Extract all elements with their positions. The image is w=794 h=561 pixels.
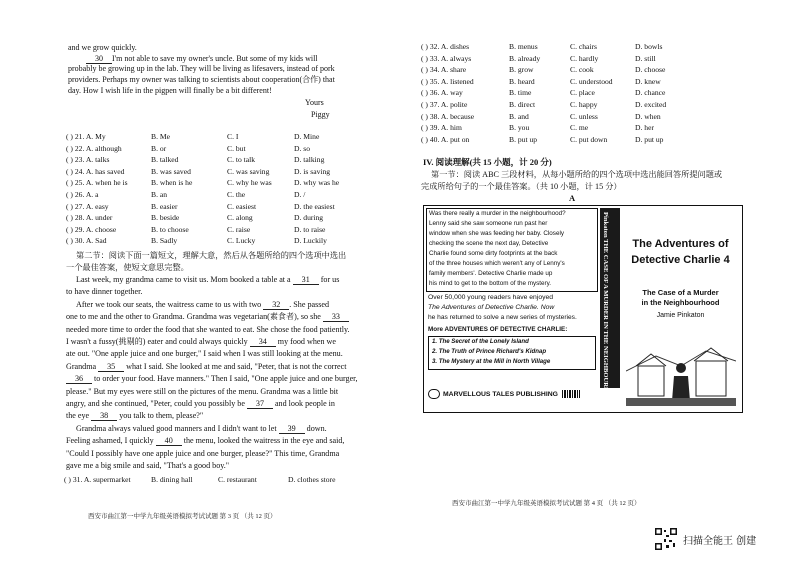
passage-line [76,275,339,285]
question-number: ( ) 24. A. has saved [66,166,125,176]
option-c: C. understood [570,76,613,86]
option-d: D. knew [635,76,661,86]
option-d: D. Mine [294,132,320,141]
passage-text: my food when we [275,337,336,346]
option-d: D. the easiest [294,201,335,211]
question-number: ( ) 21. A. My [66,132,106,141]
section-title: IV. 阅读理解(共 15 小题，计 20 分) [423,157,552,167]
passage-text: Last week, my grandma came to visit us. Mom booked a table at a [76,275,293,284]
passage-text: . She passed [289,299,330,309]
option-c: C. was saving [227,166,270,176]
passage-line-text: I'm not able to save my owner's uncle. But some of my kids will [112,54,318,63]
passage-line [66,362,347,372]
passage-line: and we grow quickly. [68,43,137,52]
option-d: D. put up [635,134,664,144]
passage-text: to have dinner together. [66,287,143,297]
passage-line [66,461,229,471]
option-b: B. menus [509,42,538,51]
option-c: C. restaurant [218,475,257,484]
blank-30: 30 [86,54,112,64]
more-adventures-list [428,336,596,370]
passage-text: angry, and she continued, "Peter, could you possibly be [66,399,247,408]
option-b: B. Me [151,132,170,141]
option-c: C. Lucky [227,236,256,246]
option-c: C. put down [570,134,608,144]
more-adventures-title: More ADVENTURES OF DETECTIVE CHARLIE: [428,326,568,333]
option-c: C. why he was [227,178,272,188]
option-c: C. easiest [227,201,257,211]
option-b: B. heard [509,76,535,86]
question-number: ( ) 33. A. always [421,53,472,63]
cover-author: Jamie Pinkaton [656,312,705,319]
option-c: C. to talk [227,155,256,165]
passage-text: I wasn't a fussy(挑剔的) eater and could always quickly [66,337,250,346]
question-number: ( ) 36. A. way [421,88,463,98]
publisher-name: MARVELLOUS TALES PUBLISHING [443,390,558,398]
passage-line [66,337,336,347]
section-instruction: 第二节：阅读下面一篇短文，理解大意，然后从各题所给的四个选项中选出 [76,251,347,260]
passage-line: probably be growing up in the lab. They will be living as lifesavers, instead of pork [68,64,335,73]
scanner-watermark: 扫描全能王 创建 [683,536,757,547]
option-b: B. an [151,190,168,199]
option-b: B. and [509,111,529,121]
blank-36: 36 [66,374,92,384]
question-number: ( ) 40. A. put on [421,134,470,144]
book-back-cover [426,208,598,410]
question-number: ( ) 35. A. listened [421,76,474,86]
option-d: D. when [635,111,661,121]
passage-line [76,300,329,310]
blank-37: 37 [247,399,273,409]
page-footer: 西安市曲江第一中学九年级英语模拟考试试题 第 3 页 （共 12 页） [88,513,277,520]
more-adventures-item: 3. The Mystery at the Mill in North Village [432,358,551,365]
question-number: ( ) 39. A. him [421,123,462,133]
option-c: C. chairs [570,42,597,51]
passage-line [66,399,335,409]
section-instruction: 完成所给句子的一个最佳答案。（共 10 小题，计 15 分） [421,182,622,191]
passage-text: Grandma always valued good manners and I didn't want to let [76,423,279,433]
passage-text: for us [318,275,340,284]
blank-31: 31 [293,275,319,285]
passage-line [66,411,203,421]
passage-line [66,287,142,297]
publisher-line [428,389,580,399]
passage-text: one to me and the other to Grandma. Grandma was vegetarian(素食者), so she [66,312,323,322]
option-b: B. beside [151,213,180,223]
qr-code-icon [654,527,678,551]
question-number: ( ) 37. A. polite [421,100,468,109]
option-d: D. why was he [294,178,340,188]
passage-text: to order your food. Have manners." Then I said, "One apple juice and one burger, [92,374,358,384]
page-footer: 西安市曲江第一中学九年级英语模拟考试试题 第 4 页 （共 12 页） [452,500,641,507]
option-b: B. you [509,123,530,133]
question-number: ( ) 27. A. easy [66,201,109,211]
option-c: C. happy [570,100,598,109]
signature-yours: Yours [305,98,324,107]
passage-line [66,349,343,359]
option-c: C. along [227,213,253,223]
readers-line: The Adventures of Detective Charlie. Now [428,304,555,311]
option-d: D. / [294,190,306,199]
blurb-line: of the three houses which weren't any of Lenny's [429,260,565,267]
option-d: D. still [635,53,656,63]
option-d: D. is saving [294,166,331,176]
question-number: ( ) 38. A. because [421,111,475,121]
cover-title-line-2: Detective Charlie 4 [631,254,730,266]
question-number: ( ) 25. A. when he is [66,178,128,188]
option-c: C. cook [570,65,594,75]
more-adventures-item: 1. The Secret of the Lonely Island [432,338,529,345]
passage-line: day. How I wish life in the pigpen will finally be a bit different! [68,86,272,95]
passage-text: ate out. "One apple juice and one burger," I said when I was still looking at the menu. [66,349,343,359]
blurb-line: family members'. Detective Charlie made up [429,270,553,277]
blank-32: 32 [263,300,289,310]
passage-text: what I said. She looked at me and said, "Peter, that is not the correct [124,361,347,371]
option-c: C. the [227,190,246,199]
blank-33: 33 [323,312,349,322]
blurb-line: window when she was feeding her baby. Closely [429,230,564,237]
passage-text: After we took our seats, the waitress came to us with two [76,299,264,309]
option-d: D. talking [294,155,325,165]
book-front-cover [622,208,739,408]
detective-illustration [626,326,736,406]
option-d: D. bowls [635,42,663,51]
option-d: D. excited [635,100,667,109]
blank-40: 40 [156,436,182,446]
option-c: C. but [227,143,246,153]
passage-text: "Could I possibly have one apple juice and one burger, please?" This time, Grandma [66,448,340,458]
option-b: B. easier [151,201,178,211]
blurb-line: Charlie found some dirty footprints at the back [429,250,558,257]
section-instruction: 一个最佳答案，使短文意思完整。 [66,263,189,272]
question-number: ( ) 29. A. choose [66,224,117,234]
section-instruction: 第一节：阅读 ABC 三段材料，从每小题所给的四个选项中选出能回答所提问题或 [431,170,723,179]
readers-line: he has returned to solve a new series of mysteries. [428,314,577,321]
question-number: ( ) 22. A. although [66,143,122,153]
blank-38: 38 [91,411,117,421]
passage-line [66,387,338,397]
blurb-line: his mind to get to the bottom of the mystery. [429,280,552,287]
question-number: ( ) 28. A. under [66,213,113,223]
passage-line: providers. Perhaps my owner was talking to scientists about cooperation(合作) that [68,75,335,84]
blank-35: 35 [98,362,124,372]
blurb-line: checking the scene the next day, Detective [429,240,549,247]
option-b: B. direct [509,100,536,109]
passage-line [66,374,358,384]
blank-39: 39 [279,424,305,434]
passage-text: Grandma [66,361,99,371]
cover-subtitle-line-2: in the Neighbourhood [641,298,720,307]
question-number: ( ) 30. A. Sad [66,236,107,246]
book-advertisement [423,205,743,413]
blank-34: 34 [250,337,276,347]
question-number: ( ) 32. A. dishes [421,42,470,51]
option-d: D. Luckily [294,236,327,246]
passage-line [66,325,350,335]
passage-text: down. [304,423,327,433]
blurb-line: Lenny said she saw someone run past her [429,220,548,227]
readers-line: Over 50,000 young readers have enjoyed [428,294,554,301]
passage-line [66,312,349,322]
option-c: C. raise [227,224,251,234]
passage-line [66,449,339,459]
option-b: B. grow [509,65,534,75]
signature-name: Piggy [311,110,330,119]
publisher-logo-icon [428,389,440,399]
blurb-line: Was there really a murder in the neighbourhood? [429,210,566,217]
option-d: D. during [294,213,324,223]
question-number: ( ) 31. A. supermarket [64,475,131,484]
option-d: D. her [635,123,654,133]
passage-text: the eye [66,411,92,421]
option-c: C. hardly [570,53,599,63]
option-b: B. talked [151,155,179,165]
cover-title-line-1: The Adventures of [632,238,729,250]
option-b: B. dining hall [151,475,193,484]
option-b: B. put up [509,134,538,144]
option-d: D. choose [635,65,666,75]
part-label: A [569,193,576,203]
option-d: D. clothes store [288,475,336,484]
option-b: B. to choose [151,224,189,234]
passage-text: you talk to them, please?" [117,411,204,421]
more-adventures-item: 2. The Truth of Prince Richard's Kidnap [432,348,547,355]
passage-text: needed more time to order the food that she wanted to eat. She chose the food patiently. [66,324,350,334]
barcode-icon [562,390,580,398]
passage-text: please." But my eyes were still on the pictures of the menu. Grandma was a little bit [66,386,339,396]
option-b: B. already [509,53,541,63]
option-b: B. was saved [151,166,191,176]
passage-text: gave me a big smile and said, "That's a good boy." [66,461,230,470]
option-b: B. when is he [151,178,193,188]
question-number: ( ) 26. A. a [66,190,99,199]
blurb-box [426,208,598,292]
option-b: B. Sadly [151,236,178,246]
option-b: B. time [509,88,532,98]
option-d: D. so [294,143,311,153]
book-spine-text: Pinkaton THE CASE OF A MURDER IN THE NEIGHBOURHOOD [602,212,609,408]
passage-line [66,436,344,446]
question-number: ( ) 23. A. talks [66,155,110,165]
passage-line [68,54,318,64]
passage-line [76,424,327,434]
option-b: B. or [151,143,167,153]
passage-text: Feeling ashamed, I quickly [66,436,156,446]
passage-text: the menu, looked the waitress in the eye and said, [181,436,345,446]
option-c: C. place [570,88,595,98]
option-d: D. chance [635,88,666,98]
option-c: C. I [227,132,239,141]
cover-subtitle-line-1: The Case of a Murder [642,288,719,297]
passage-text: and look people in [272,399,335,408]
question-number: ( ) 34. A. share [421,65,467,75]
option-c: C. me [570,123,589,133]
option-c: C. unless [570,111,598,121]
option-d: D. to raise [294,224,326,234]
